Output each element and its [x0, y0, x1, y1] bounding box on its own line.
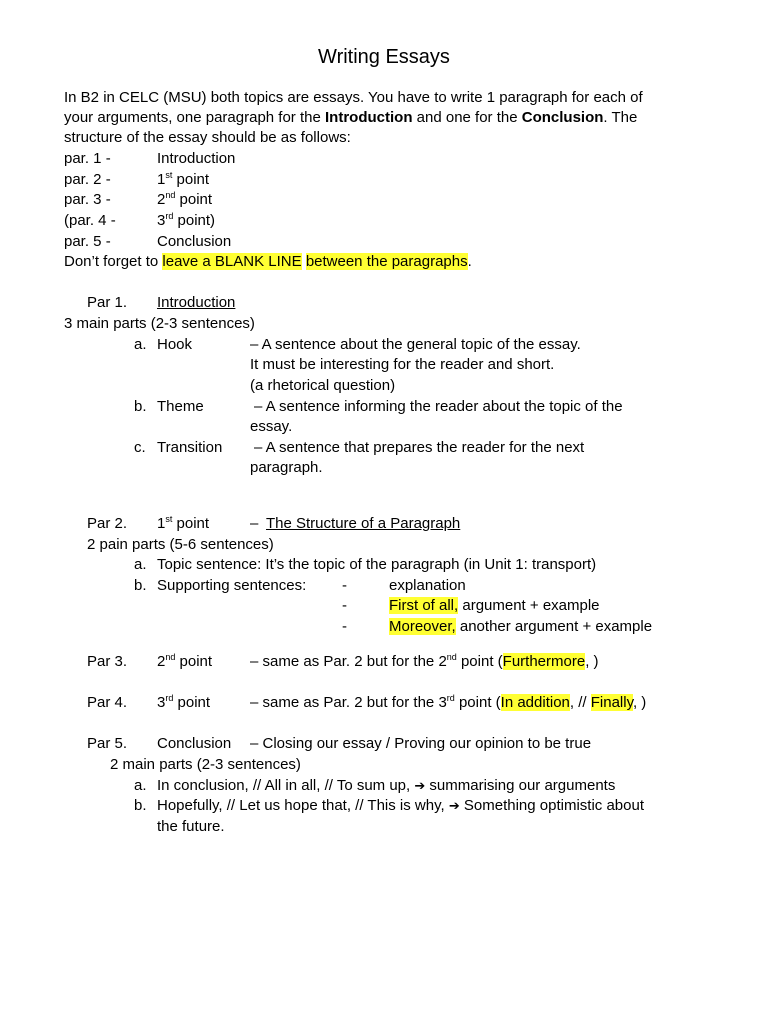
transition-text: – A sentence that prepares the reader for the next	[254, 439, 585, 456]
bullet-dash: -	[342, 618, 347, 635]
highlight: leave a BLANK LINE	[162, 253, 302, 270]
hook-text: – A sentence about the general topic of the essay.	[250, 336, 581, 353]
intro-line-1: In B2 in CELC (MSU) both topics are essays. You have to write 1 paragraph for each of	[64, 89, 643, 106]
par4-label: Par 4.	[87, 694, 128, 711]
list-letter: a.	[134, 777, 147, 794]
optimistic-phrases-line2: the future.	[157, 818, 225, 835]
highlight: Furthermore	[502, 653, 586, 670]
highlight: between the paragraphs	[305, 253, 468, 270]
list-letter: b.	[134, 577, 147, 594]
par2-parts: 2 pain parts (5-6 sentences)	[87, 536, 274, 553]
intro-text: your arguments, one paragraph for the	[64, 109, 325, 126]
par5-parts: 2 main parts (2-3 sentences)	[110, 756, 301, 773]
structure-item: 2nd point	[157, 190, 213, 208]
structure-item: 3rd point)	[157, 211, 216, 229]
list-letter: a.	[134, 336, 147, 353]
theme-label: Theme	[157, 398, 204, 415]
highlight: Moreover,	[389, 618, 456, 635]
highlight: Finally	[590, 694, 633, 711]
blank-line-reminder: Don’t forget to leave a BLANK LINE between the paragraphs.	[64, 253, 472, 270]
intro-line-3: structure of the essay should be as follows:	[64, 129, 351, 146]
bullet-text: explanation	[389, 577, 466, 594]
topic-sentence-text: Topic sentence: It’s the topic of the paragraph (in Unit 1: transport)	[157, 556, 597, 573]
document-title: Writing Essays	[318, 46, 450, 68]
structure-par-label: par. 1 -	[64, 150, 111, 167]
par2-dash: –	[250, 515, 259, 532]
list-letter: a.	[134, 556, 147, 573]
structure-item: Conclusion	[157, 233, 232, 250]
par5-heading: Conclusion	[157, 735, 232, 752]
arrow-right-icon: ➔	[414, 779, 426, 794]
theme-text: essay.	[250, 418, 293, 435]
hook-text: (a rhetorical question)	[250, 377, 396, 394]
supporting-sentences-label: Supporting sentences:	[157, 577, 307, 594]
highlight: In addition	[500, 694, 570, 711]
structure-par-label: par. 5 -	[64, 233, 111, 250]
hook-label: Hook	[157, 336, 193, 353]
par5-label: Par 5.	[87, 735, 128, 752]
structure-item: Introduction	[157, 150, 236, 167]
par1-parts: 3 main parts (2-3 sentences)	[64, 315, 255, 332]
par1-label: Par 1.	[87, 294, 128, 311]
par4-point: 3rd point	[157, 693, 211, 711]
list-letter: c.	[134, 439, 146, 456]
bullet-dash: -	[342, 577, 347, 594]
bullet-text: First of all, argument + example	[389, 597, 600, 614]
intro-line-2	[64, 108, 637, 129]
optimistic-phrases: Hopefully, // Let us hope that, // This is why, ➔ Something optimistic about	[157, 797, 644, 814]
list-letter: b.	[134, 398, 147, 415]
par3-point: 2nd point	[157, 652, 213, 670]
par4-text: – same as Par. 2 but for the 3rd point (In addition, // Finally, )	[250, 693, 647, 711]
structure-par-label: (par. 4 -	[64, 212, 116, 229]
par3-text: – same as Par. 2 but for the 2nd point (Furthermore, )	[250, 652, 599, 670]
par5-desc: – Closing our essay / Proving our opinion to be true	[250, 735, 592, 752]
arrow-right-icon: ➔	[448, 799, 460, 814]
transition-text: paragraph.	[250, 459, 323, 476]
par3-label: Par 3.	[87, 653, 128, 670]
bullet-text: Moreover, another argument + example	[389, 618, 653, 635]
highlight: First of all,	[389, 597, 459, 614]
par2-point: 1st point	[157, 514, 210, 532]
intro-text: and one for the	[412, 109, 522, 126]
intro-bold-introduction: Introduction	[325, 109, 413, 126]
par2-heading: The Structure of a Paragraph	[266, 515, 461, 532]
list-letter: b.	[134, 797, 147, 814]
par2-label: Par 2.	[87, 515, 128, 532]
theme-text: – A sentence informing the reader about the topic of the	[254, 398, 623, 415]
transition-label: Transition	[157, 439, 223, 456]
structure-par-label: par. 2 -	[64, 171, 111, 188]
bullet-dash: -	[342, 597, 347, 614]
conclusion-phrases: In conclusion, // All in all, // To sum up, ➔ summarising our arguments	[157, 777, 616, 794]
hook-text: It must be interesting for the reader and short.	[250, 356, 555, 373]
structure-par-label: par. 3 -	[64, 191, 111, 208]
par1-heading: Introduction	[157, 294, 236, 311]
intro-bold-conclusion: Conclusion	[521, 109, 604, 126]
structure-item: 1st point	[157, 170, 210, 188]
intro-text: . The	[603, 109, 638, 126]
